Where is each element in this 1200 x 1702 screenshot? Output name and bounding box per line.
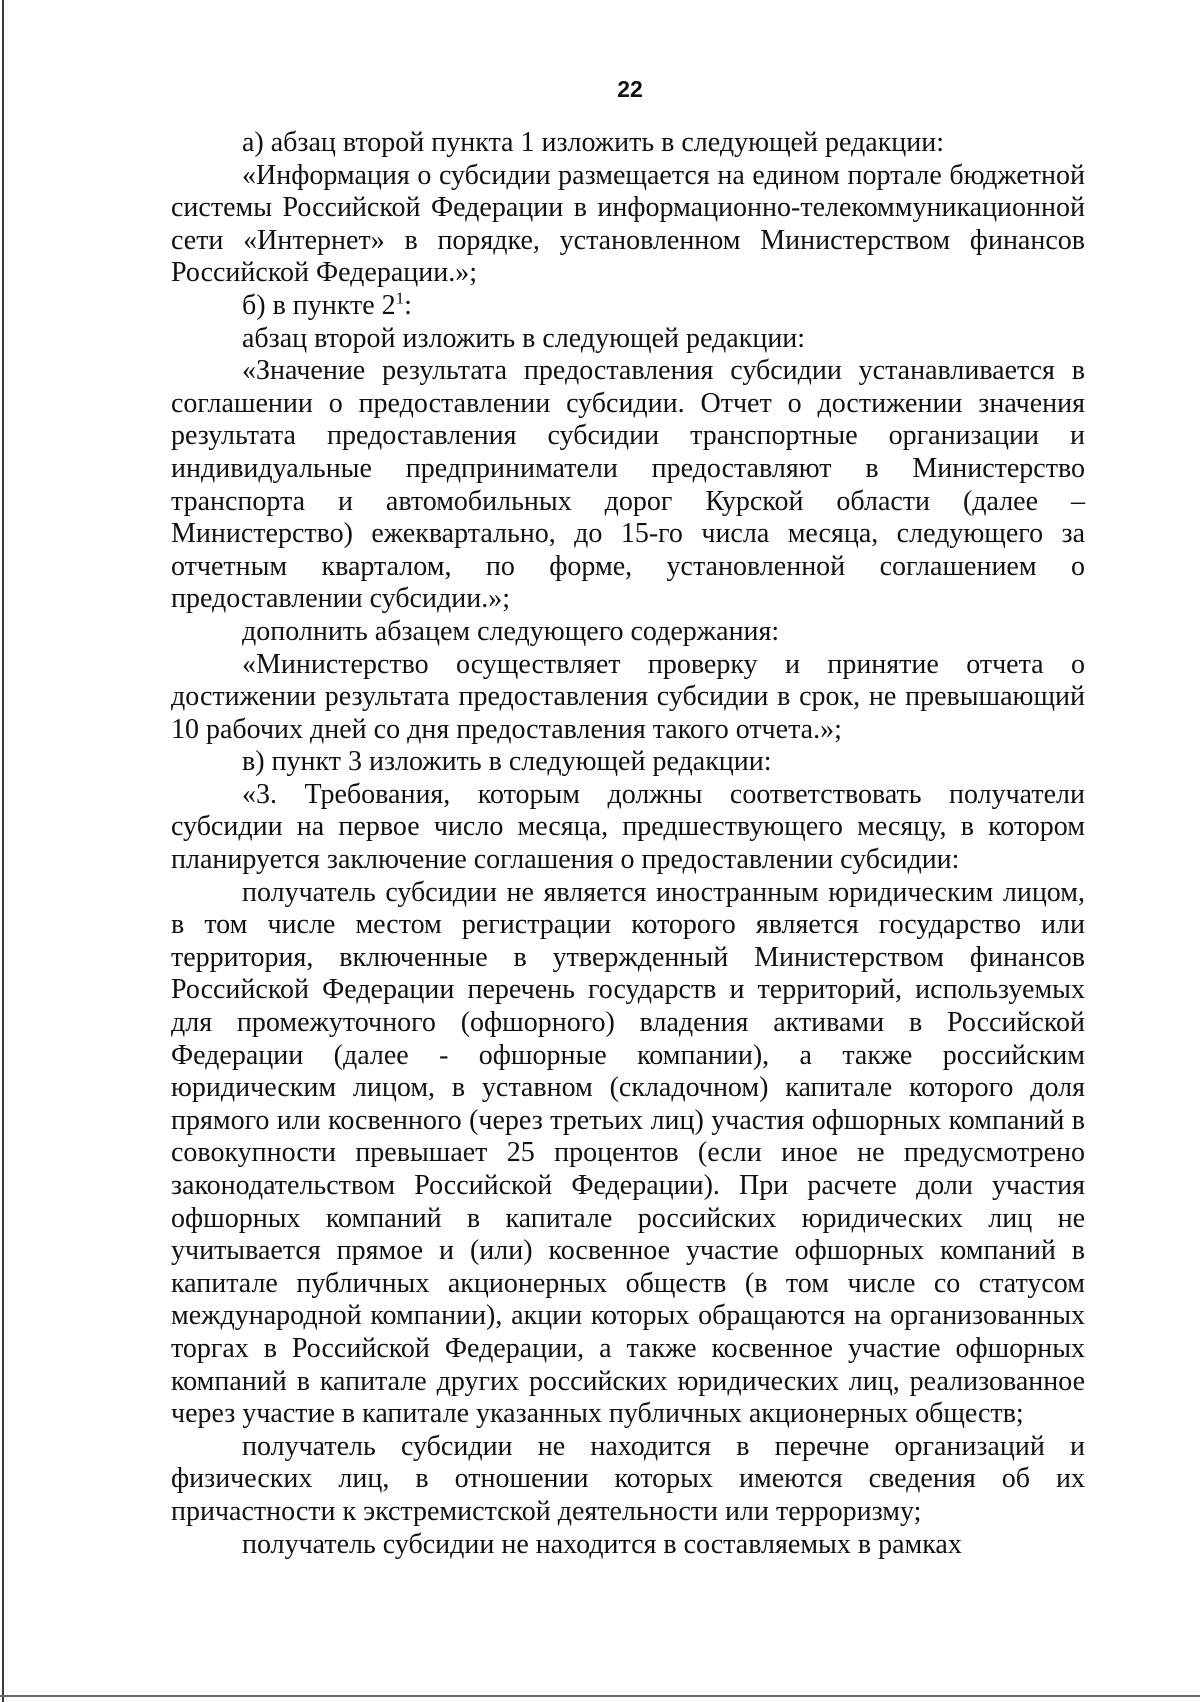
paragraph-item-b	[171, 290, 1085, 323]
paragraph-continuation: получатель субсидии не находится в составляемых в рамках	[242, 1528, 962, 1560]
paragraph-supplement: дополнить абзацем следующего содержания:	[242, 615, 780, 647]
paragraph-second-abzac: абзац второй изложить в следующей редакции:	[242, 322, 806, 354]
paragraph-item-a: а) абзац второй пункта 1 изложить в следующей редакции:	[242, 127, 945, 158]
paragraph-quote-result-value: «Значение результата предоставления субсидии устанавливается в соглашении о предоставлении субсидии. Отчет о достижении значения результата предоставления субсидии транспортные организации и индивидуальные предприниматели предоставляют в Министерство транспорта и автомобильных дорог Курской области (далее – Министерство) ежеквартально, до 15-го числа месяца, следующего за отчетным кварталом, по форме, установленной соглашением о предоставлении субсидии.»;	[171, 355, 1085, 615]
page-number: 22	[617, 76, 643, 102]
paragraph-quote-subsidy-info: «Информация о субсидии размещается на едином портале бюджетной системы Российской Федерации в информационно-телекоммуникационной сети «Интернет» в порядке, установленном Министерством финансов Российской Федерации.»;	[171, 159, 1085, 289]
item-b-suffix: :	[404, 289, 412, 321]
scan-edge-bottom	[0, 1695, 1200, 1697]
paragraph-quote-requirements: «3. Требования, которым должны соответствовать получатели субсидии на первое число месяца, предшествующего месяцу, в котором планируется заключение соглашения о предоставлении субсидии:	[171, 778, 1085, 876]
item-b-superscript: 1	[395, 288, 405, 308]
document-body	[171, 127, 1085, 1561]
paragraph-extremism-requirement: получатель субсидии не находится в перечне организаций и физических лиц, в отношении которых имеются сведения об их причастности к экстремистской деятельности или терроризму;	[171, 1430, 1085, 1527]
scan-edge-left	[2, 0, 4, 1702]
item-b-text: б) в пункте 2	[242, 289, 396, 321]
paragraph-item-c: в) пункт 3 изложить в следующей редакции:	[242, 746, 772, 778]
paragraph-quote-ministry-check: «Министерство осуществляет проверку и принятие отчета о достижении результата предоставления субсидии в срок, не превышающий 10 рабочих дней со дня предоставления такого отчета.»;	[171, 648, 1085, 745]
paragraph-offshore-requirement: получатель субсидии не является иностранным юридическим лицом, в том числе местом регистрации которого является государство или территория, включенные в утвержденный Министерством финансов Российской Федерации перечень государств и территорий, используемых для промежуточного (офшорного) владения активами в Российской Федерации (далее - офшорные компании), а также российским юридическим лицом, в уставном (складочном) капитале которого доля прямого или косвенного (через третьих лиц) участия офшорных компаний в совокупности превышает 25 процентов (если иное не предусмотрено законодательством Российской Федерации). При расчете доли участия офшорных компаний в капитале российских юридических лиц не учитывается прямое и (или) косвенное участие офшорных компаний в капитале публичных акционерных обществ (в том числе со статусом международной компании), акции которых обращаются на организованных торгах в Российской Федерации, а также косвенное участие офшорных компаний в капитале других российских юридических лиц, реализованное через участие в капитале указанных публичных акционерных обществ;	[171, 876, 1085, 1430]
